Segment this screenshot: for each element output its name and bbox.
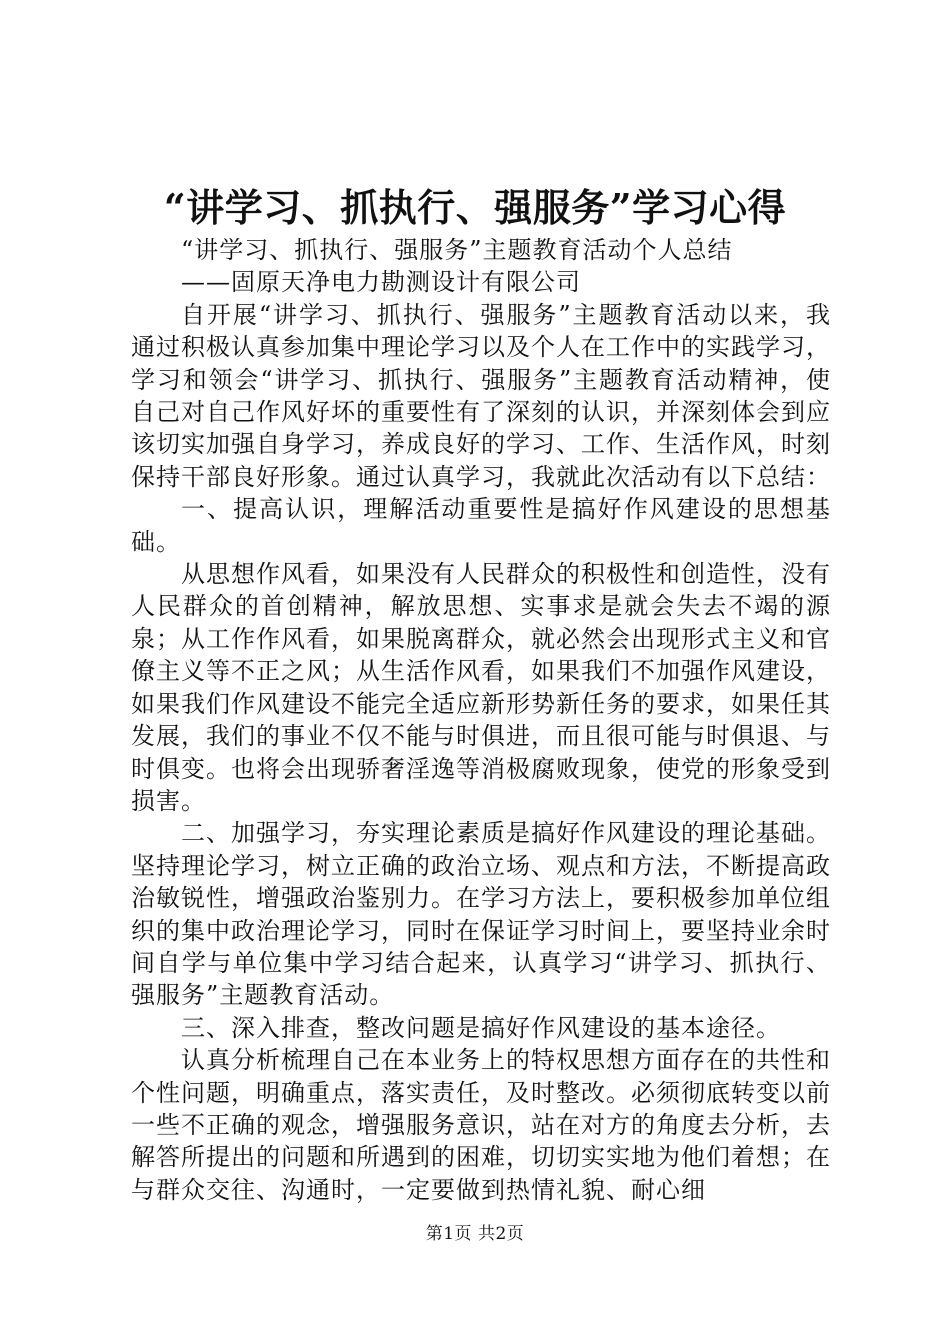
- document-organization: ——固原天净电力勘测设计有限公司: [181, 268, 581, 297]
- section-heading-3: 三、深入排查，整改问题是搞好作风建设的基本途径。: [181, 1013, 781, 1042]
- paragraph-intro: 自开展“讲学习、抓执行、强服务”主题教育活动以来，我通过积极认真参加集中理论学习以及个人在工作中的实践学习，学习和领会“讲学习、抓执行、强服务”主题教育活动精神，使自己对自己作风好坏的重要性有了深刻的认识，并深刻体会到应该切实加强自身学习，养成良好的学习、工作、生活作风，时刻保持干部良好形象。通过认真学习，我就此次活动有以下总结：: [131, 300, 831, 491]
- section-heading-1: 一、提高认识，理解活动重要性是搞好作风建设的思想基础。: [131, 495, 831, 556]
- document-body: [131, 234, 831, 1206]
- document-title: “讲学习、抓执行、强服务”学习心得: [163, 185, 787, 230]
- paragraph-section-3: 认真分析梳理自己在本业务上的特权思想方面存在的共性和个性问题，明确重点，落实责任，及时整改。必须彻底转变以前一些不正确的观念，增强服务意识，站在对方的角度去分析，去解答所提出的问题和所遇到的困难，切切实实地为他们着想；在与群众交往、沟通时，一定要做到热情礼貌、耐心细: [131, 1046, 831, 1204]
- section-heading-2: 二、加强学习，夯实理论素质是搞好作风建设的理论基础。坚持理论学习，树立正确的政治立场、观点和方法，不断提高政治敏锐性，增强政治鉴别力。在学习方法上，要积极参加单位组织的集中政治理论学习，同时在保证学习时间上，要坚持业余时间自学与单位集中学习结合起来，认真学习“讲学习、抓执行、强服务”主题教育活动。: [131, 819, 831, 1010]
- paragraph-section-1: 从思想作风看，如果没有人民群众的积极性和创造性，没有人民群众的首创精神，解放思想、实事求是就会失去不竭的源泉；从工作作风看，如果脱离群众，就必然会出现形式主义和官僚主义等不正之风；从生活作风看，如果我们不加强作风建设，如果我们作风建设不能完全适应新形势新任务的要求，如果任其发展，我们的事业不仅不能与时俱进，而且很可能与时俱退、与时俱变。也将会出现骄奢淫逸等消极腐败现象，使党的形象受到损害。: [131, 560, 831, 815]
- page-number-footer: 第1页 共2页: [425, 1224, 525, 1244]
- document-subtitle: “讲学习、抓执行、强服务”主题教育活动个人总结: [181, 236, 733, 264]
